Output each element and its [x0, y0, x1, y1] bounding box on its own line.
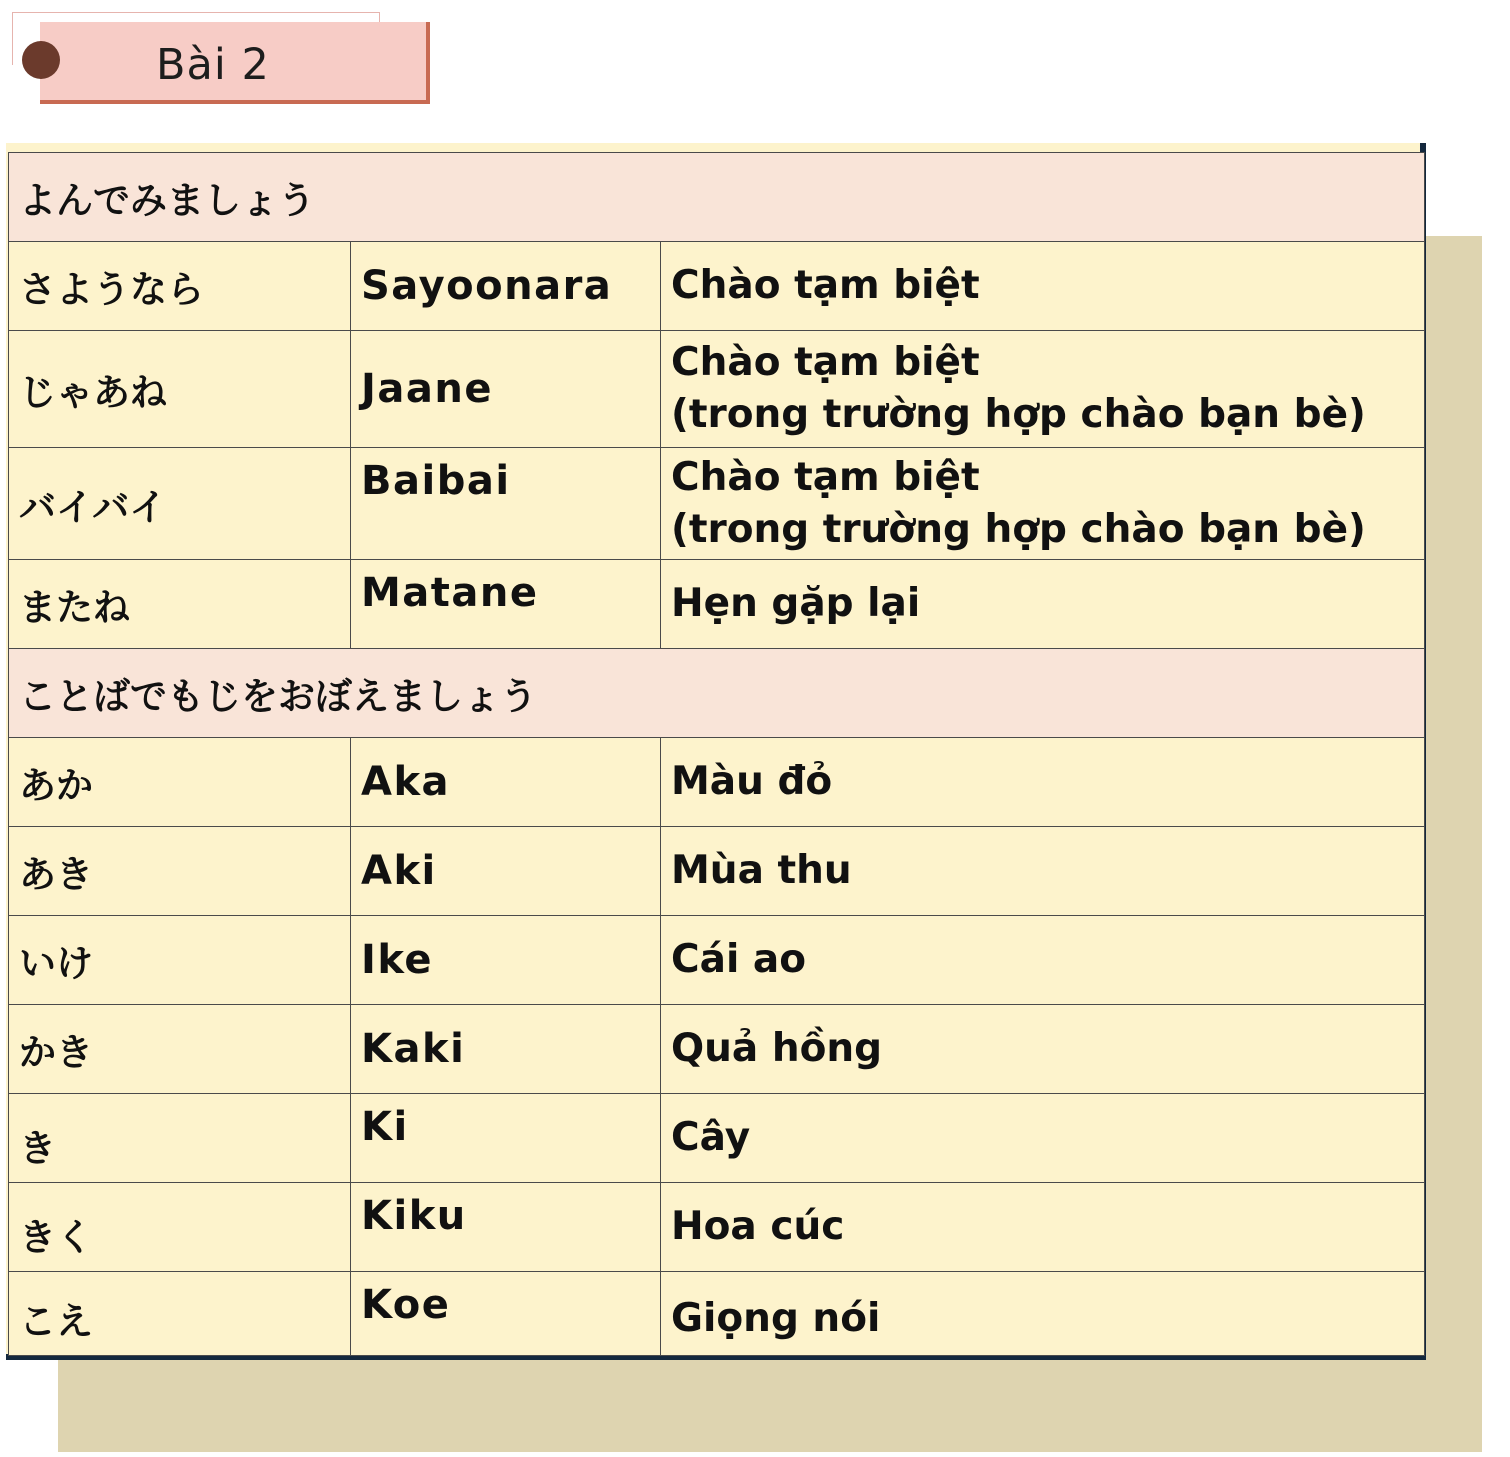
- meaning: [661, 827, 1425, 916]
- meaning-line: Quả hồng: [671, 1026, 883, 1071]
- meaning-line: Mùa thu: [671, 848, 852, 893]
- japanese-word: バイバイ: [9, 448, 351, 560]
- japanese-word: さようなら: [9, 242, 351, 331]
- romaji: Baibai: [351, 448, 661, 560]
- table-row: [9, 448, 1425, 560]
- japanese-word: いけ: [9, 916, 351, 1005]
- vocabulary-card: [6, 143, 1426, 1360]
- meaning: [661, 242, 1425, 331]
- meaning: [661, 448, 1425, 560]
- meaning-line: Cái ao: [671, 937, 806, 982]
- meaning-line: Chào tạm biệt: [671, 340, 980, 385]
- section-heading-row: [9, 649, 1425, 738]
- meaning-line: Chào tạm biệt: [671, 455, 980, 500]
- japanese-word: きく: [9, 1183, 351, 1272]
- japanese-word: あき: [9, 827, 351, 916]
- romaji: Aka: [351, 738, 661, 827]
- table-row: [9, 738, 1425, 827]
- meaning-note: (trong trường hợp chào bạn bè): [671, 392, 1366, 437]
- meaning-line: Hẹn gặp lại: [671, 581, 921, 626]
- table-row: [9, 916, 1425, 1005]
- japanese-word: き: [9, 1094, 351, 1183]
- bullet-dot-icon: [22, 41, 60, 79]
- table-row: [9, 1094, 1425, 1183]
- meaning: [661, 560, 1425, 649]
- romaji: Matane: [351, 560, 661, 649]
- japanese-word: またね: [9, 560, 351, 649]
- table-row: [9, 560, 1425, 649]
- meaning: [661, 1005, 1425, 1094]
- section-heading: よんでみましょう: [9, 153, 1425, 242]
- meaning-line: Hoa cúc: [671, 1204, 845, 1249]
- meaning: [661, 331, 1425, 448]
- table-row: [9, 827, 1425, 916]
- section-heading: ことばでもじをおぼえましょう: [9, 649, 1425, 738]
- table-row: [9, 1183, 1425, 1272]
- meaning: [661, 1272, 1425, 1356]
- romaji: Aki: [351, 827, 661, 916]
- meaning: [661, 1094, 1425, 1183]
- romaji: Kaki: [351, 1005, 661, 1094]
- romaji: Ike: [351, 916, 661, 1005]
- table-row: [9, 331, 1425, 448]
- section-heading-row: [9, 153, 1425, 242]
- meaning: [661, 738, 1425, 827]
- meaning-line: Chào tạm biệt: [671, 263, 980, 308]
- romaji: Ki: [351, 1094, 661, 1183]
- meaning: [661, 1183, 1425, 1272]
- japanese-word: こえ: [9, 1272, 351, 1356]
- romaji: Kiku: [351, 1183, 661, 1272]
- japanese-word: じゃあね: [9, 331, 351, 448]
- romaji: Sayoonara: [351, 242, 661, 331]
- table-row: [9, 1272, 1425, 1356]
- table-row: [9, 1005, 1425, 1094]
- table-row: [9, 242, 1425, 331]
- meaning: [661, 916, 1425, 1005]
- meaning-line: Cây: [671, 1115, 751, 1160]
- romaji: Koe: [351, 1272, 661, 1356]
- vocabulary-table: [8, 152, 1425, 1356]
- lesson-title: Bài 2: [156, 40, 270, 90]
- meaning-line: Giọng nói: [671, 1296, 881, 1341]
- romaji: Jaane: [351, 331, 661, 448]
- japanese-word: かき: [9, 1005, 351, 1094]
- japanese-word: あか: [9, 738, 351, 827]
- meaning-note: (trong trường hợp chào bạn bè): [671, 507, 1366, 552]
- meaning-line: Màu đỏ: [671, 759, 833, 804]
